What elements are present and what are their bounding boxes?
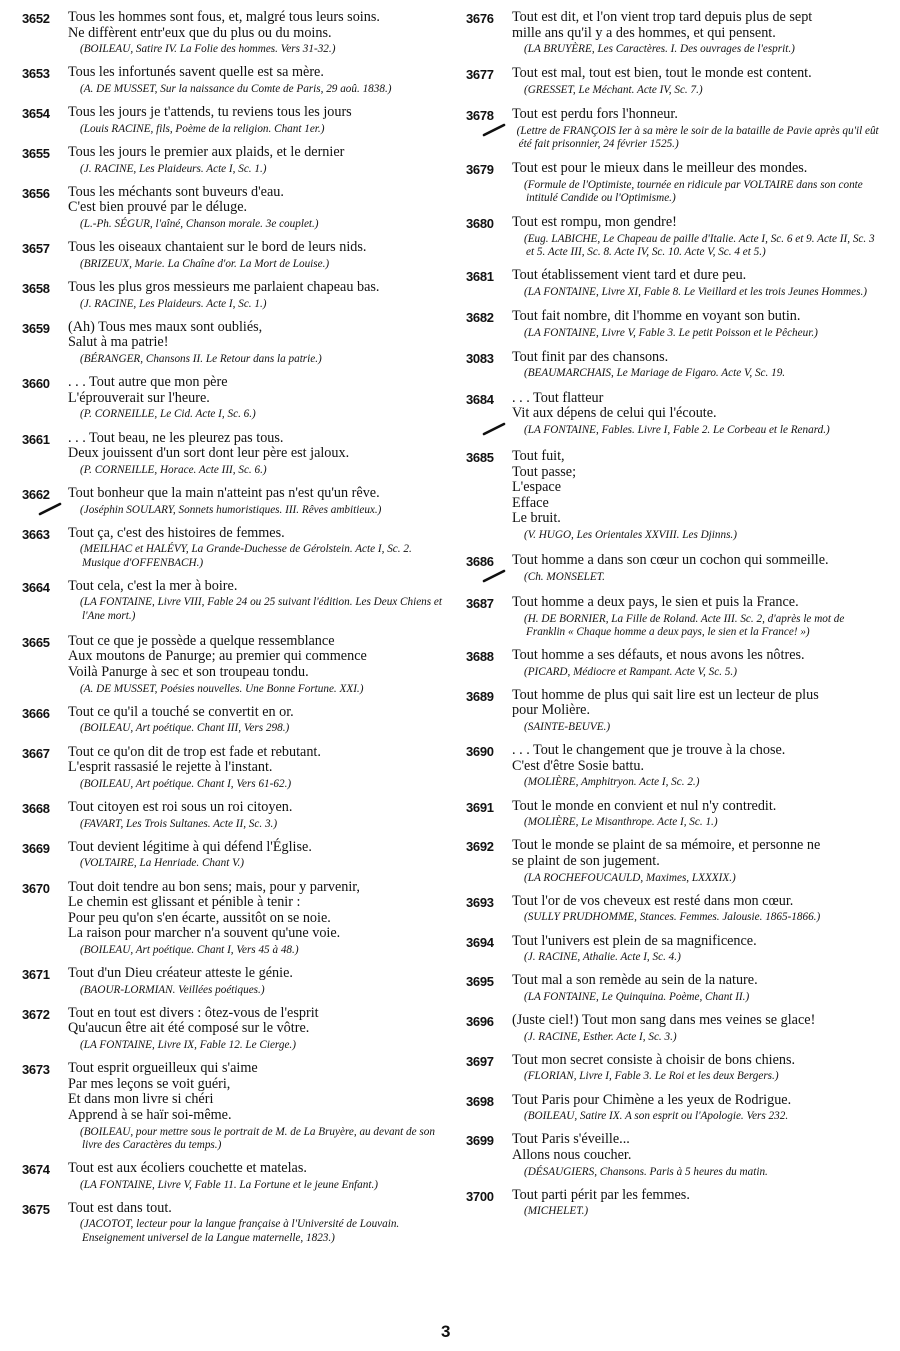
quote-body [68, 10, 442, 56]
quote-entry [22, 280, 442, 311]
quote-number: 3674 [22, 1162, 50, 1178]
quote-entry [22, 65, 442, 96]
quote-text: Tout mon secret consiste à choisir de bons chiens. [512, 1051, 796, 1068]
quote-entry [466, 215, 882, 259]
quote-body [512, 215, 882, 259]
quote-body [512, 743, 882, 789]
quote-text: Tout Paris s'éveille... Allons nous coucher. [512, 1131, 632, 1164]
quote-source: (J. RACINE, Les Plaideurs. Acte I, Sc. 1.) [80, 297, 267, 310]
quote-source: (H. DE BORNIER, La Fille de Roland. Acte III. Sc. 2, d'après le mot de Franklin « Chaque homme a deux pays, le sien et la France! ») [524, 612, 845, 638]
quote-body [68, 65, 442, 96]
quote-text: Tout établissement vient tard et dure peu. [512, 267, 747, 284]
quote-body [512, 1132, 882, 1178]
quote-text: Tout d'un Dieu créateur atteste le génie. [68, 965, 293, 982]
quote-entry [22, 145, 442, 176]
quote-entry [22, 966, 442, 997]
quote-number: 3671 [22, 967, 50, 983]
quote-entry [466, 934, 882, 965]
quote-number: 3661 [22, 431, 50, 447]
quote-source: (Eug. LABICHE, Le Chapeau de paille d'Italie. Acte I, Sc. 6 et 9. Acte II, Sc. 3 et 5. Acte III, Sc. 8. Acte IV, Sc. 10. Acte V, Sc. 4 et 5.) [524, 232, 875, 258]
pen-checkmark-icon [482, 123, 499, 135]
quote-entry [22, 185, 442, 231]
right-column [466, 10, 882, 1228]
quote-body [512, 1188, 882, 1219]
quote-entry [466, 743, 882, 789]
quote-source: (J. RACINE, Esther. Acte I, Sc. 3.) [524, 1030, 677, 1043]
quote-source: (JACOTOT, lecteur pour la langue française à l'Université de Louvain. Enseignement universel de la Langue maternelle, 1823.) [80, 1218, 400, 1244]
quote-entry [22, 375, 442, 421]
quote-body [68, 1161, 442, 1192]
quote-source: (A. DE MUSSET, Sur la naissance du Comte de Paris, 29 aoû. 1838.) [80, 82, 392, 95]
quote-source: (BRIZEUX, Marie. La Chaîne d'or. La Mort de Louise.) [80, 257, 330, 270]
quote-text: Tout mal a son remède au sein de la nature. [512, 972, 758, 989]
quote-entry [466, 894, 882, 925]
quote-body [68, 634, 442, 696]
quote-text: Tout ce qu'il a touché se convertit en or. [68, 703, 294, 720]
quote-entry [466, 309, 882, 340]
quote-number: 3697 [466, 1053, 494, 1069]
page-number: 3 [441, 1322, 451, 1341]
quote-body [68, 486, 442, 517]
quote-body [68, 431, 442, 477]
quote-number: 3685 [466, 449, 494, 465]
quote-number: 3698 [466, 1093, 494, 1109]
quote-text: Tout homme de plus qui sait lire est un lecteur de plus pour Molière. [512, 686, 819, 719]
pen-checkmark-icon [482, 422, 506, 434]
quote-number: 3659 [22, 320, 50, 336]
quote-text: (Juste ciel!) Tout mon sang dans mes veines se glace! [512, 1012, 816, 1029]
quote-entry [466, 838, 882, 884]
quote-text: Tout finit par des chansons. [512, 348, 669, 365]
quote-source: (Louis RACINE, fils, Poème de la religion. Chant 1er.) [80, 122, 325, 135]
quote-entry [466, 107, 882, 151]
quote-entry [22, 10, 442, 56]
quote-text: Tout le monde en convient et nul n'y contredit. [512, 797, 777, 814]
quote-source: (Lettre de FRANÇOIS Ier à sa mère le soir de la bataille de Pavie après qu'il eût été fait prisonnier, 24 février 1525.) [516, 124, 879, 150]
quote-body [512, 268, 882, 299]
quote-text: Tout citoyen est roi sous un roi citoyen. [68, 798, 293, 815]
quote-body [68, 840, 442, 871]
quote-source: (LA BRUYÈRE, Les Caractères. I. Des ouvrages de l'esprit.) [524, 43, 795, 56]
quote-body [68, 966, 442, 997]
quote-number: 3669 [22, 840, 50, 856]
quote-body [68, 145, 442, 176]
quote-text: Tous les plus gros messieurs me parlaient chapeau bas. [68, 278, 380, 295]
quote-body [68, 280, 442, 311]
quote-source: (BEAUMARCHAIS, Le Mariage de Figaro. Acte V, Sc. 19. [524, 367, 786, 380]
quote-source: (LA FONTAINE, Livre V, Fable 3. Le petit Poisson et le Pêcheur.) [524, 326, 818, 339]
quote-text: . . . Tout autre que mon père L'éprouverait sur l'heure. [68, 374, 228, 406]
quote-entry [466, 1188, 882, 1219]
quote-text: Tout ce que je possède a quelque ressemblance Aux moutons de Panurge; au premier qui commence Voilà Panurge à sec et son troupeau tondu. [68, 632, 367, 680]
quote-number: 3686 [466, 554, 494, 570]
quote-number: 3653 [22, 66, 50, 82]
quote-entry [466, 391, 882, 437]
pen-checkmark-icon [482, 569, 506, 581]
quote-source: (MEILHAC et HALÉVY, La Grande-Duchesse de Gérolstein. Acte I, Sc. 2. Musique d'OFFENBACH.) [80, 543, 412, 569]
quote-text: Tout ce qu'on dit de trop est fade et rebutant. L'esprit rassasié le rejette à l'instant. [68, 743, 321, 776]
quote-number: 3677 [466, 67, 494, 83]
quote-text: Tout devient légitime à qui défend l'Église. [68, 838, 312, 855]
quote-number: 3655 [22, 145, 50, 161]
quote-source: (MOLIÈRE, Amphitryon. Acte I, Sc. 2.) [524, 776, 700, 789]
quote-number: 3690 [466, 744, 494, 760]
quote-body [68, 320, 442, 366]
quote-number: 3689 [466, 688, 494, 704]
quote-body [512, 107, 882, 151]
quote-source-row [68, 502, 442, 517]
quote-source: (MOLIÈRE, Le Misanthrope. Acte I, Sc. 1.) [524, 816, 718, 829]
quote-entry [466, 350, 882, 381]
quote-source: (BOILEAU, Art poétique. Chant I, Vers 45 à 48.) [80, 943, 299, 956]
quote-text: . . . Tout le changement que je trouve à la chose. C'est d'être Sosie battu. [512, 742, 786, 774]
quote-entry [22, 486, 442, 517]
quote-entry [466, 449, 882, 542]
quote-body [68, 745, 442, 791]
quote-text: Tout est aux écoliers couchette et matelas. [68, 1160, 307, 1177]
quote-text: . . . Tout beau, ne les pleurez pas tous. Deux jouissent d'un sort dont leur père est jaloux. [68, 429, 350, 462]
quote-source: (A. DE MUSSET, Poésies nouvelles. Une Bonne Fortune. XXI.) [80, 682, 364, 695]
quote-source: (Ch. MONSELET. [524, 570, 605, 583]
quote-source: (VOLTAIRE, La Henriade. Chant V.) [80, 857, 245, 870]
quote-text: Tous les infortunés savent quelle est sa mère. [68, 64, 324, 81]
quote-text: Tous les méchants sont buveurs d'eau. C'est bien prouvé par le déluge. [68, 183, 284, 216]
quote-text: Tout le monde se plaint de sa mémoire, et personne ne se plaint de son jugement. [512, 837, 821, 869]
quote-text: . . . Tout flatteur Vit aux dépens de celui qui l'écoute. [512, 389, 717, 422]
quote-entry [466, 1013, 882, 1044]
quote-body [512, 648, 882, 679]
quote-text: Tous les oiseaux chantaient sur le bord de leurs nids. [68, 239, 367, 256]
quote-entry [22, 431, 442, 477]
quote-text: Tous les hommes sont fous, et, malgré tous leurs soins. Ne diffèrent entr'eux que du plus ou du moins. [68, 9, 380, 41]
quote-body [512, 799, 882, 830]
quote-text: Tout en tout est divers : ôtez-vous de l'esprit Qu'aucun être ait été composé sur le vôtre. [68, 1004, 319, 1037]
quote-number: 3670 [22, 880, 50, 896]
quote-body [512, 553, 882, 584]
quote-body [68, 579, 442, 623]
quote-text: Tout parti périt par les femmes. [512, 1186, 690, 1203]
quote-source: (BOILEAU, Satire IV. La Folie des hommes. Vers 31-32.) [80, 43, 336, 56]
quote-source: (L.-Ph. SÉGUR, l'aîné, Chanson morale. 3e couplet.) [80, 217, 319, 230]
quote-body [512, 66, 882, 97]
quote-entry [466, 688, 882, 734]
quote-entry [22, 705, 442, 736]
quote-number: 3664 [22, 579, 50, 595]
quote-source: (LA FONTAINE, Livre XI, Fable 8. Le Vieillard et les trois Jeunes Hommes.) [524, 285, 868, 298]
quote-text: Tout l'univers est plein de sa magnificence. [512, 932, 757, 949]
quote-number: 3687 [466, 595, 494, 611]
quote-source-row [512, 422, 882, 437]
quote-entry [22, 634, 442, 696]
quote-number: 3693 [466, 894, 494, 910]
quote-number: 3679 [466, 162, 494, 178]
quote-text: Tous les jours je t'attends, tu reviens tous les jours [68, 104, 352, 121]
quote-text: Tous les jours le premier aux plaids, et le dernier [68, 143, 345, 160]
quote-body [68, 185, 442, 231]
quote-number: 3663 [22, 526, 50, 542]
quote-entry [466, 799, 882, 830]
quote-number: 3700 [466, 1188, 494, 1204]
quote-entry [466, 595, 882, 639]
quote-text: Tout doit tendre au bon sens; mais, pour y parvenir, Le chemin est glissant et pénible à tenir : Pour peu qu'on s'en écarte, aussitôt on se noie. La raison pour marcher n'a souvent qu'une voie. [68, 878, 360, 942]
quote-body [512, 894, 882, 925]
quote-text: Tout est dit, et l'on vient trop tard depuis plus de sept mille ans qu'il y a des hommes, et qui pensent. [512, 9, 813, 41]
quote-source: (BOILEAU, Satire IX. A son esprit ou l'Apologie. Vers 232. [524, 1110, 789, 1123]
quote-source: (PICARD, Médiocre et Rampant. Acte V, Sc. 5.) [524, 665, 737, 678]
quote-text: Tout homme a deux pays, le sien et puis la France. [512, 593, 799, 610]
quote-entry [466, 66, 882, 97]
quote-entry [22, 526, 442, 570]
quote-number: 3667 [22, 745, 50, 761]
quote-source: (FLORIAN, Livre I, Fable 3. Le Roi et les deux Bergers.) [524, 1070, 779, 1083]
quote-number: 3699 [466, 1133, 494, 1149]
quote-source: (BAOUR-LORMIAN. Veillées poétiques.) [80, 983, 265, 996]
quote-entry [466, 973, 882, 1004]
quote-entry [22, 745, 442, 791]
quote-entry [466, 553, 882, 584]
quote-source: (LA FONTAINE, Livre VIII, Fable 24 ou 25 suivant l'édition. Les Deux Chiens et l'Ane mort.) [80, 596, 443, 622]
quote-number: 3696 [466, 1014, 494, 1030]
quote-body [512, 161, 882, 205]
quote-body [68, 1201, 442, 1245]
quote-source: (SAINTE-BEUVE.) [524, 720, 611, 733]
left-column [22, 10, 442, 1254]
quote-entry [22, 1201, 442, 1245]
quote-number: 3656 [22, 185, 50, 201]
quote-body [68, 240, 442, 271]
quote-body [68, 375, 442, 421]
quote-entry [22, 105, 442, 136]
pen-checkmark-icon [38, 502, 62, 514]
quote-entry [466, 648, 882, 679]
quote-number: 3083 [466, 350, 494, 366]
quote-number: 3662 [22, 486, 50, 502]
quote-number: 3665 [22, 634, 50, 650]
quote-source: (LA FONTAINE, Livre IX, Fable 12. Le Cierge.) [80, 1039, 296, 1052]
quote-source: (FAVART, Les Trois Sultanes. Acte II, Sc. 3.) [80, 817, 278, 830]
quote-source: (BOILEAU, Art poétique. Chant III, Vers 298.) [80, 722, 290, 735]
quote-body [512, 973, 882, 1004]
quote-entry [22, 320, 442, 366]
quote-source: (BÉRANGER, Chansons II. Le Retour dans la patrie.) [80, 352, 322, 365]
quote-number: 3672 [22, 1006, 50, 1022]
quote-text: Tout fuit, Tout passe; L'espace Efface Le bruit. [512, 447, 577, 527]
quote-entry [466, 1053, 882, 1084]
quote-entry [466, 268, 882, 299]
quote-source: (J. RACINE, Les Plaideurs. Acte I, Sc. 1.) [80, 162, 267, 175]
quote-entry [22, 1061, 442, 1152]
quote-source-row [512, 123, 882, 151]
quote-number: 3691 [466, 799, 494, 815]
quote-source: (LA FONTAINE, Fables. Livre I, Fable 2. Le Corbeau et le Renard.) [524, 423, 830, 436]
quote-body [512, 1053, 882, 1084]
quote-source-row [512, 569, 882, 584]
quote-text: Tout bonheur que la main n'atteint pas n'est qu'un rêve. [68, 484, 380, 501]
quote-body [512, 1093, 882, 1124]
quote-text: Tout Paris pour Chimène a les yeux de Rodrigue. [512, 1091, 792, 1108]
quote-entry [22, 240, 442, 271]
quote-text: Tout homme a ses défauts, et nous avons les nôtres. [512, 646, 805, 663]
quote-body [512, 838, 882, 884]
quote-text: Tout est pour le mieux dans le meilleur des mondes. [512, 160, 808, 177]
quote-number: 3658 [22, 280, 50, 296]
quote-source: (GRESSET, Le Méchant. Acte IV, Sc. 7.) [524, 83, 703, 96]
quote-number: 3681 [466, 269, 494, 285]
quote-source: (BOILEAU, Art poétique. Chant I, Vers 61-62.) [80, 777, 292, 790]
quote-source: (J. RACINE, Athalie. Acte I, Sc. 4.) [524, 951, 681, 964]
quote-entry [22, 880, 442, 958]
quote-entry [22, 840, 442, 871]
quote-entry [22, 579, 442, 623]
quote-number: 3682 [466, 309, 494, 325]
quote-text: Tout cela, c'est la mer à boire. [68, 577, 238, 594]
quote-text: Tout l'or de vos cheveux est resté dans mon cœur. [512, 892, 794, 909]
quote-source: (Joséphin SOULARY, Sonnets humoristiques. III. Rêves ambitieux.) [80, 503, 382, 516]
quote-text: Tout ça, c'est des histoires de femmes. [68, 524, 285, 541]
quote-body [512, 934, 882, 965]
quote-body [512, 309, 882, 340]
quote-number: 3668 [22, 800, 50, 816]
quote-source: (LA FONTAINE, Le Quinquina. Poème, Chant II.) [524, 990, 750, 1003]
quote-number: 3684 [466, 391, 494, 407]
quote-body [68, 1006, 442, 1052]
quote-number: 3676 [466, 11, 494, 26]
quote-body [512, 595, 882, 639]
quote-body [68, 105, 442, 136]
quote-body [512, 391, 882, 437]
quote-body [68, 880, 442, 958]
quote-body [512, 688, 882, 734]
quote-entry [466, 1132, 882, 1178]
quote-source: (SULLY PRUDHOMME, Stances. Femmes. Jalousie. 1865-1866.) [524, 911, 821, 924]
quote-number: 3688 [466, 648, 494, 664]
quote-text: Tout est dans tout. [68, 1199, 172, 1216]
quote-entry [466, 10, 882, 56]
quote-source: (MICHELET.) [524, 1205, 589, 1218]
quote-body [512, 10, 882, 56]
quote-entry [466, 1093, 882, 1124]
quote-text: Tout est perdu fors l'honneur. [512, 106, 678, 123]
quote-text: Tout est mal, tout est bien, tout le monde est content. [512, 65, 812, 82]
quote-text: Tout homme a dans son cœur un cochon qui sommeille. [512, 552, 829, 569]
quote-number: 3657 [22, 241, 50, 257]
quote-body [512, 449, 882, 542]
quote-text: (Ah) Tous mes maux sont oubliés, Salut à ma patrie! [68, 318, 263, 351]
quote-entry [466, 161, 882, 205]
quote-number: 3652 [22, 11, 50, 26]
quote-source: (V. HUGO, Les Orientales XXVIII. Les Djinns.) [524, 528, 737, 541]
quote-body [68, 800, 442, 831]
quote-number: 3666 [22, 705, 50, 721]
quote-entry [22, 800, 442, 831]
quote-body [68, 526, 442, 570]
quote-source: (P. CORNEILLE, Horace. Acte III, Sc. 6.) [80, 463, 267, 476]
quote-number: 3678 [466, 108, 494, 124]
quote-text: Tout fait nombre, dit l'homme en voyant son butin. [512, 307, 801, 324]
quote-number: 3680 [466, 216, 494, 232]
quote-number: 3675 [22, 1201, 50, 1217]
quote-body [68, 705, 442, 736]
quote-body [512, 1013, 882, 1044]
quote-body [68, 1061, 442, 1152]
quote-source: (BOILEAU, pour mettre sous le portrait de M. de La Bruyère, au devant de son livre des Caractères du temps.) [80, 1125, 435, 1151]
quote-source: (LA ROCHEFOUCAULD, Maximes, LXXXIX.) [524, 871, 736, 884]
quote-text: Tout esprit orgueilleux qui s'aime Par mes leçons se voit guéri, Et dans mon livre si chéri Apprend à se haïr soi-même. [68, 1060, 258, 1124]
quote-entry [22, 1006, 442, 1052]
quote-number: 3660 [22, 376, 50, 392]
quote-number: 3673 [22, 1062, 50, 1078]
quote-source: (Formule de l'Optimiste, tournée en ridicule par VOLTAIRE dans son conte intitulé Candide ou l'Optimisme.) [524, 178, 863, 204]
quote-number: 3692 [466, 839, 494, 855]
quote-source: (P. CORNEILLE, Le Cid. Acte I, Sc. 6.) [80, 408, 256, 421]
quote-number: 3695 [466, 974, 494, 990]
quote-source: (LA FONTAINE, Livre V, Fable 11. La Fortune et le jeune Enfant.) [80, 1178, 378, 1191]
quote-number: 3654 [22, 106, 50, 122]
quote-source: (DÉSAUGIERS, Chansons. Paris à 5 heures du matin. [524, 1165, 768, 1178]
quote-entry [22, 1161, 442, 1192]
quote-body [512, 350, 882, 381]
quote-text: Tout est rompu, mon gendre! [512, 214, 677, 231]
quote-number: 3694 [466, 934, 494, 950]
